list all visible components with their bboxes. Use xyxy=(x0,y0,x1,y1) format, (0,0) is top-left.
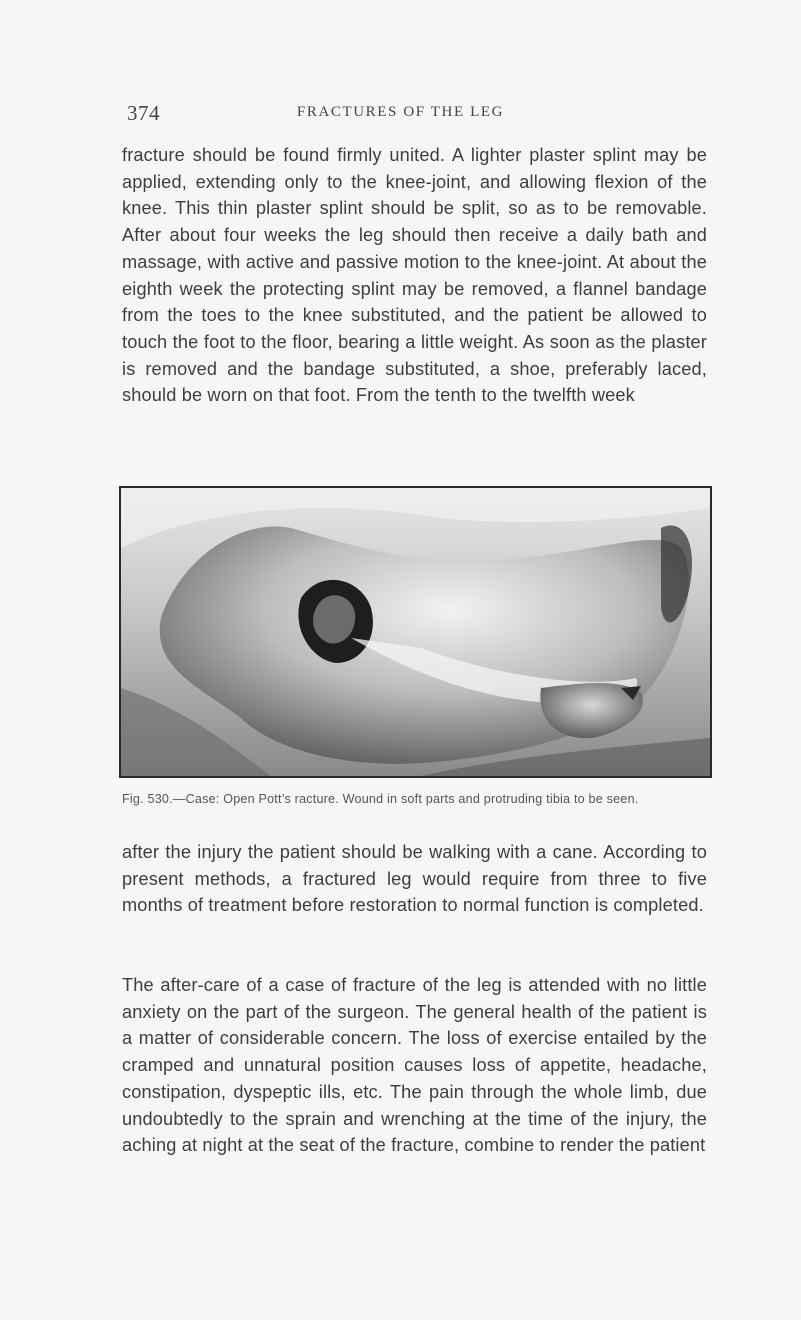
running-head: FRACTURES OF THE LEG xyxy=(296,104,505,120)
figure-photograph xyxy=(119,486,712,778)
figure-caption: Fig. 530.—Case: Open Pott’s racture. Wound in soft parts and protruding tibia to be seen. xyxy=(122,792,639,806)
page-number: 374 xyxy=(127,101,160,125)
paragraph-middle: after the injury the patient should be walking with a cane. According to present methods, a fractured leg would require from three to five months of treatment before restoration to normal function is completed. xyxy=(122,842,707,916)
paragraph-top: fracture should be found firmly united. A lighter plaster splint may be applied, extending only to the knee-joint, and allowing flexion of the knee. This thin plaster splint should be split, so as to be removable. After about four weeks the leg should then receive a daily bath and massage, with active and passive motion to the knee-joint. At about the eighth week the protecting splint may be removed, a flannel bandage from the toes to the knee substituted, and the patient be allowed to touch the foot to the floor, bearing a little weight. As soon as the plaster is removed and the bandage substituted, a shoe, preferably laced, should be worn on that foot. From the tenth to the twelfth week xyxy=(122,145,707,406)
paragraph-bottom: The after-care of a case of fracture of the leg is attended with no little anxiety on the part of the surgeon. The general health of the patient is a matter of considerable concern. The loss of exercise entailed by the cramped and unnatural position causes loss of appetite, headache, constipation, dyspeptic ills, etc. The pain through the whole limb, due undoubtedly to the sprain and wrenching at the time of the injury, the aching at night at the seat of the fracture, combine to render the patient xyxy=(122,975,707,1156)
